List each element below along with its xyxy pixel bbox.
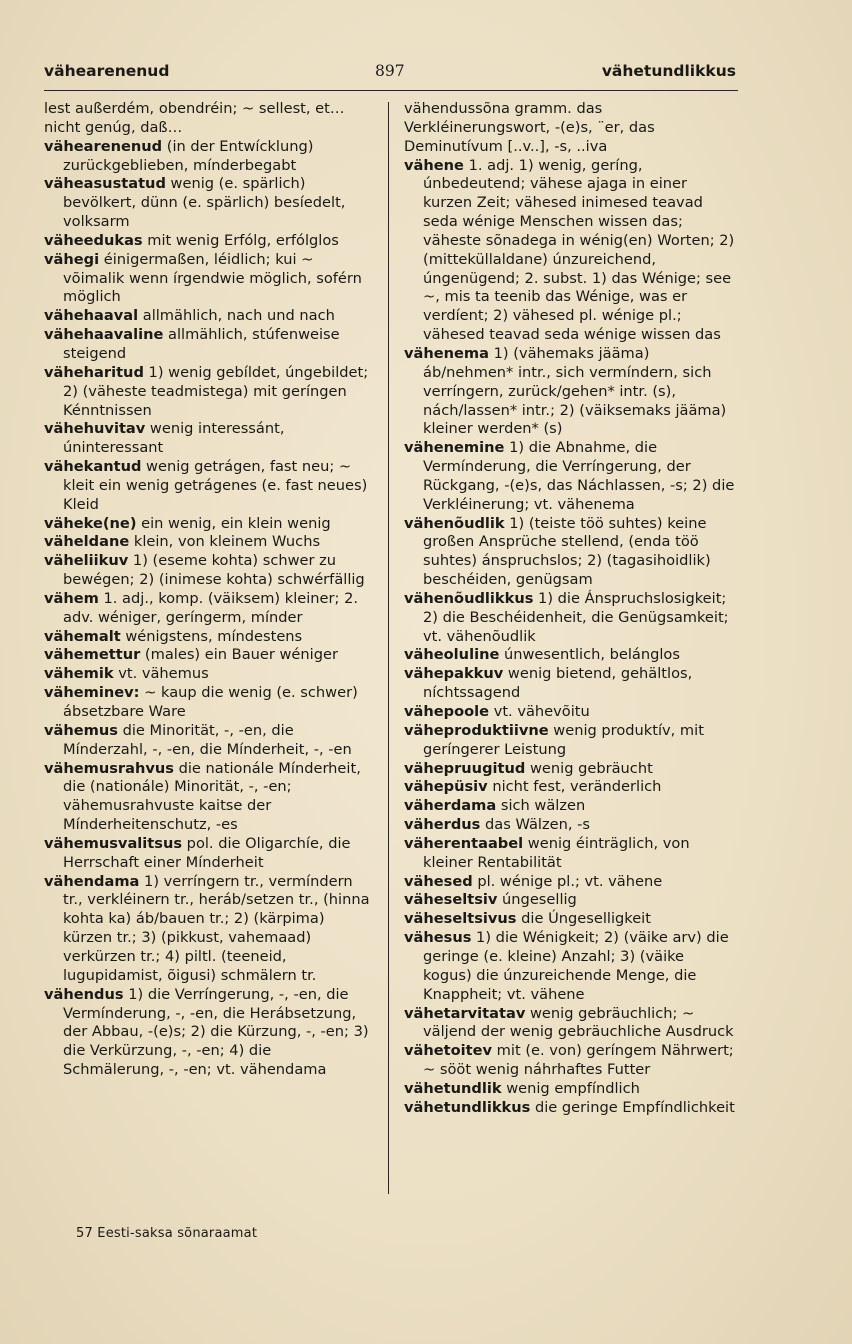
entry-headword: vähepruugitud: [404, 759, 526, 777]
entry-definition: wénigstens, míndestens: [120, 627, 303, 645]
entry-headword: vähem: [44, 589, 99, 607]
dictionary-entry: [404, 816, 736, 835]
entry-headword: vähepoole: [404, 703, 490, 720]
dictionary-entry: [404, 439, 736, 514]
entry-definition: die geringe Empfíndlichkeit: [530, 1098, 735, 1116]
entry-definition: ein wenig, ein klein wenig: [136, 514, 331, 532]
dictionary-entry: [404, 797, 736, 816]
entry-definition: wenig produktív, mit geríngerer Leistung: [423, 721, 704, 758]
entry-definition: 1) (eseme kohta) schwer zu bewégen; 2) (inimese kohta) schwérfällig: [63, 552, 365, 589]
entry-headword: väheoluline: [404, 646, 500, 664]
left-column: [44, 100, 376, 1080]
entry-definition: mit (e. von) geríngem Nährwert; ~ sööt wenig náhrhaftes Futter: [423, 1042, 734, 1079]
entry-definition: wenig interessánt, úninteressant: [63, 420, 285, 457]
entry-definition: (in der Entwícklung) zurückgeblieben, mínderbegabt: [63, 137, 314, 174]
dictionary-entry: [404, 345, 736, 439]
dictionary-entry: [404, 515, 736, 590]
dictionary-entry: [44, 138, 376, 176]
entry-definition: mit wenig Erfólg, erfólglos: [142, 231, 339, 249]
entry-headword: väheke(ne): [44, 514, 137, 532]
dictionary-entry: [44, 515, 376, 534]
dictionary-entry: [404, 157, 736, 345]
dictionary-entry: [404, 665, 736, 703]
entry-definition: 1) (teiste töö suhtes) keine großen Ansprüche stellend, (enda töö suhtes) ánspruchslos; 2) (tagasihoidlik) beschéiden, genügsam: [423, 514, 711, 589]
entry-definition: wenig empfíndlich: [501, 1079, 640, 1097]
entry-definition: die nationále Mínderheit, die (nationále) Minorität, -, -en; vähemusrahvuste kaitse der Mínderheitenschutz, -es: [63, 759, 361, 834]
dictionary-entry: [44, 684, 376, 722]
dictionary-entry: [404, 760, 736, 779]
dictionary-entry: [44, 552, 376, 590]
dictionary-entry: [44, 100, 376, 138]
entry-definition: nicht fest, veränderlich: [487, 778, 662, 796]
dictionary-entry: [404, 703, 736, 722]
dictionary-entry: [44, 986, 376, 1080]
entry-definition: allmählich, stúfenweise steigend: [63, 326, 340, 362]
entry-definition: pl. wénige pl.; vt. vähene: [472, 872, 663, 890]
entry-headword: vähepakkuv: [404, 665, 504, 683]
dictionary-entry: [44, 364, 376, 421]
entry-headword: vähesus: [404, 929, 472, 947]
entry-headword: vähemettur: [44, 646, 141, 664]
entry-definition: vähendussõna gramm. das Verkléinerungswort, -(e)s, ¨er, das Deminutívum [..v..], -s, ..iva: [404, 100, 655, 155]
column-divider: [388, 102, 389, 1194]
entry-definition: die Minorität, -, -en, die Mínderzahl, -, -en, die Mínderheit, -, -en: [63, 721, 352, 758]
entry-headword: vähepüsiv: [404, 778, 488, 796]
dictionary-entry: [44, 458, 376, 515]
entry-definition: klein, von kleinem Wuchs: [129, 533, 321, 551]
dictionary-entry: [404, 1042, 736, 1080]
entry-definition: wenig bietend, gehältlos, níchtssagend: [423, 665, 693, 702]
entry-headword: väherdus: [404, 816, 481, 834]
entry-headword: vähearenenud: [44, 137, 163, 155]
entry-definition: wenig gebräuchlich; ~ väljend der wenig gebräuchliche Ausdruck: [423, 1004, 734, 1041]
entry-definition: 1. adj., komp. (väiksem) kleiner; 2. adv. wéniger, geríngerm, mínder: [63, 589, 359, 626]
entry-headword: vähene: [404, 156, 464, 174]
dictionary-entry: [44, 646, 376, 665]
dictionary-entry: [404, 1099, 736, 1118]
dictionary-entry: [44, 665, 376, 684]
dictionary-entry: [404, 910, 736, 929]
entry-headword: väheharitud: [44, 363, 144, 381]
entry-definition: vt. vähemus: [113, 665, 209, 683]
dictionary-entry: [44, 590, 376, 628]
dictionary-entry: [44, 835, 376, 873]
entry-definition: ~ kaup die wenig (e. schwer) ábsetzbare Ware: [63, 684, 358, 720]
dictionary-entry: [404, 590, 736, 647]
entry-definition: 1) die Wénigkeit; 2) (väike arv) die geringe (e. kleine) Anzahl; 3) (väike kogus) die únzureichende Menge, die Knappheit; vt. vähene: [423, 929, 729, 1003]
entry-headword: väheasustatud: [44, 175, 166, 193]
entry-definition: wenig (e. spärlich) bevölkert, dünn (e. spärlich) besíedelt, volksarm: [63, 175, 346, 231]
entry-definition: 1) die Ánspruchslosigkeit; 2) die Beschéidenheit, die Genügsamkeit; vt. vähenõudlik: [423, 589, 729, 645]
entry-headword: vähesed: [404, 872, 473, 890]
entry-headword: vähendus: [44, 985, 124, 1003]
dictionary-entry: [44, 533, 376, 552]
entry-definition: wenig getrágen, fast neu; ~ kleit ein wenig getrágenes (e. fast neues) Kleid: [63, 458, 368, 513]
entry-definition: 1) wenig gebíldet, úngebildet; 2) (väheste teadmistega) mit geríngen Kénntnissen: [63, 363, 369, 419]
entry-headword: vähetundlik: [404, 1079, 502, 1097]
entry-definition: das Wälzen, -s: [480, 816, 590, 834]
entry-headword: vähemusvalitsus: [44, 834, 183, 852]
entry-definition: 1. adj. 1) wenig, geríng, únbedeutend; vähese ajaga in einer kurzen Zeit; vähesed inimesed teavad seda wénige Menschen wissen das; väheste sõnadega in wénig(en) Worten; 2) (mitteküllaldane) únzureichend, úngenügend; 2. subst. 1) das Wénige; see ~, mis ta teenib das Wénige, was er verdíent; 2) vähesed pl. wénige pl.; vähesed teavad seda wénige wissen das: [423, 156, 735, 344]
dictionary-entry: [404, 646, 736, 665]
entry-headword: vähetoitev: [404, 1042, 493, 1060]
entry-headword: vähenõudlikkus: [404, 589, 534, 607]
page-header: [44, 62, 736, 86]
entry-definition: úngesellig: [497, 891, 577, 909]
entry-headword: väherentaabel: [404, 834, 524, 852]
dictionary-entry: [404, 1080, 736, 1099]
page-number: 897: [375, 62, 405, 80]
entry-headword: vähendama: [44, 872, 140, 890]
entry-definition: wenig éinträglich, von kleiner Rentabilität: [423, 834, 690, 871]
dictionary-entry: [404, 1005, 736, 1043]
entry-definition: wenig gebräucht: [525, 759, 653, 777]
dictionary-entry: [44, 232, 376, 251]
entry-headword: vähenõudlik: [404, 514, 505, 532]
entry-definition: lest außerdém, obendréin; ~ sellest, et… nicht genúg, daß…: [44, 100, 345, 136]
signature-line: 57 Eesti-saksa sõnaraamat: [76, 1226, 258, 1241]
entry-headword: vähetundlikkus: [404, 1098, 531, 1116]
header-rule: [44, 90, 738, 91]
entry-definition: sich wälzen: [496, 797, 586, 815]
entry-headword: vähemus: [44, 721, 118, 739]
dictionary-entry: [44, 873, 376, 986]
dictionary-entry: [404, 100, 736, 157]
dictionary-entry: [44, 326, 376, 364]
entry-headword: vähehaaval: [44, 307, 139, 325]
header-left-guideword: vähearenenud: [44, 62, 170, 80]
dictionary-entry: [44, 628, 376, 647]
entry-headword: vähekantud: [44, 458, 142, 476]
dictionary-entry: [404, 929, 736, 1004]
entry-headword: vähenema: [404, 344, 489, 362]
entry-headword: väheedukas: [44, 231, 143, 249]
entry-definition: pol. die Oligarchíe, die Herrschaft einer Mínderheit: [63, 834, 351, 871]
entry-headword: väheldane: [44, 533, 130, 551]
dictionary-entry: [404, 891, 736, 910]
entry-definition: vt. vähevõitu: [489, 703, 590, 720]
entry-definition: 1) die Abnahme, die Vermínderung, die Verríngerung, der Rückgang, -(e)s, das Náchlassen, -s; 2) die Verkléinerung; vt. vähenema: [423, 439, 735, 513]
dictionary-entry: [404, 722, 736, 760]
entry-headword: väheliikuv: [44, 552, 129, 570]
entry-headword: väheseltsivus: [404, 910, 517, 928]
entry-headword: väheminev:: [44, 684, 140, 702]
dictionary-entry: [44, 420, 376, 458]
entry-headword: vähemusrahvus: [44, 759, 174, 777]
entry-definition: 1) verríngern tr., vermíndern tr., verkléinern tr., heráb/setzen tr., (hinna kohta ka) áb/bauen tr.; 2) (kärpima) kürzen tr.; 3) (pikkust, vahemaad) verkürzen tr.; 4) piltl. (teeneid, lugupidamist, õigusi) schmälern tr.: [63, 872, 370, 984]
entry-definition: allmählich, nach und nach: [138, 307, 335, 325]
entry-headword: vähemik: [44, 665, 114, 683]
entry-headword: vähemalt: [44, 627, 121, 645]
dictionary-entry: [44, 307, 376, 326]
dictionary-entry: [404, 873, 736, 892]
dictionary-entry: [404, 835, 736, 873]
entry-definition: únwesentlich, belánglos: [499, 646, 680, 664]
entry-headword: vähegi: [44, 250, 100, 268]
entry-definition: (males) ein Bauer wéniger: [140, 646, 338, 664]
entry-definition: éinigermaßen, léidlich; kui ~ võimalik wenn írgendwie möglich, soférn möglich: [63, 250, 362, 306]
header-right-guideword: vähetundlikkus: [601, 62, 736, 80]
entry-headword: vähetarvitatav: [404, 1004, 526, 1022]
dictionary-entry: [404, 778, 736, 797]
entry-headword: vähenemine: [404, 439, 505, 457]
entry-definition: die Úngeselligkeit: [516, 910, 651, 928]
entry-headword: väheproduktiivne: [404, 721, 549, 739]
dictionary-entry: [44, 722, 376, 760]
entry-definition: 1) (vähemaks jääma) áb/nehmen* intr., sich vermíndern, sich verríngern, zurück/gehen* intr. (s), nách/lassen* intr.; 2) (väiksemaks jääma) kleiner werden* (s): [423, 344, 727, 438]
entry-headword: väheseltsiv: [404, 891, 498, 909]
entry-definition: 1) die Verríngerung, -, -en, die Vermínderung, -, -en, die Herábsetzung, der Abbau, -(e)s; 2) die Kürzung, -, -en; 3) die Verkürzung, -, -en; 4) die Schmälerung, -, -en; vt. vähendama: [63, 985, 369, 1079]
entry-headword: vähehuvitav: [44, 420, 146, 438]
right-column: [404, 100, 736, 1118]
entry-headword: vähehaavaline: [44, 326, 164, 344]
entry-headword: väherdama: [404, 797, 497, 815]
dictionary-entry: [44, 251, 376, 308]
dictionary-entry: [44, 760, 376, 835]
dictionary-entry: [44, 175, 376, 232]
